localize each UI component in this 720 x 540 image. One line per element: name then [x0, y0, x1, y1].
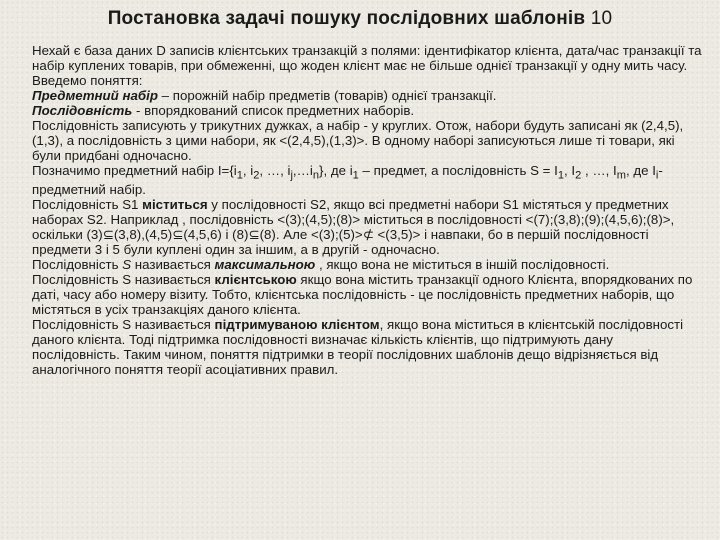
notation-text: - предметний набір. — [32, 162, 663, 198]
paragraph-formal-notation — [32, 164, 704, 199]
notation-text: ,…i — [292, 162, 313, 178]
sequence-definition-text: - впорядкований список предметних наборів. — [132, 102, 415, 118]
notation-text: , де I — [625, 162, 656, 178]
slide-body — [32, 44, 704, 378]
notation-text: Позначимо предметний набір I={i — [32, 162, 237, 178]
containment-text: у послідовності S2, якщо всі предметні набори S1 містяться у предметних наборах S2. Наприклад , послідовність <(3);(4,5);(8)> міститься в послідовності <(7);(3,8);(9);(4,5,6);(8)>, оскільки (3) — [32, 197, 675, 243]
paragraph-itemset-definition — [32, 89, 704, 104]
subset-symbol: ⊆ — [102, 227, 114, 243]
containment-text: Послідовність S1 — [32, 197, 143, 213]
paragraph-customer-sequence — [32, 273, 704, 318]
containment-text: (8). Але <(3);(5)> — [259, 227, 363, 243]
term-customer-sequence: клієнтською — [214, 271, 297, 287]
itemset-definition-text: – порожній набір предметів (товарів) однієї транзакції. — [157, 87, 497, 103]
not-subset-symbol: ⊄ — [362, 227, 374, 243]
supported-text: , якщо вона міститься в клієнтській послідовності даного клієнта. Тоді підтримка послідовності визначає кількість клієнтів, що підтримують дану послідовність. Таким чином, поняття підтримки в теорії послідовних шаблонів дещо відрізняється від аналогічного поняття теорії асоціативних правил. — [32, 316, 684, 377]
customer-sequence-text: Послідовність S називається — [32, 271, 215, 287]
notation-text: , i — [242, 162, 254, 178]
subscript: 1 — [352, 169, 359, 182]
term-contained: міститься — [142, 197, 208, 213]
notation-text: – предмет, а послідовність S = I — [358, 162, 558, 178]
subscript: 1 — [557, 169, 564, 182]
notation-text: , …, I — [581, 162, 617, 178]
notation-text: , I — [564, 162, 576, 178]
slide-number: 10 — [590, 8, 613, 29]
subscript: 1 — [236, 169, 243, 182]
slide-title — [0, 8, 720, 30]
paragraph-maximal — [32, 258, 704, 273]
maximal-text: Послідовність — [32, 257, 123, 272]
symbol-s: S — [122, 257, 132, 272]
maximal-text: , якщо вона не міститься в іншій послідовності. — [315, 257, 610, 272]
paragraph-intro: Нехай є база даних D записів клієнтських транзакцій з полями: ідентифікатор клієнта, дата/час транзакції та набір куплених товарів, при обмеженні, що жоден клієнт має не більше однієї транзакції у одну мить часу. Введемо поняття: — [32, 43, 702, 88]
paragraph-containment — [32, 198, 704, 258]
term-sequence: Послідовність — [32, 102, 133, 118]
subscript: j — [290, 169, 293, 182]
customer-sequence-text: якщо вона містить транзакції одного Клієнта, впорядкованих по даті, часу або номеру візиту. Тобто, клієнтська послідовність - це послідовність предметних наборів, що містяться в усіх транзакціях даного клієнта. — [32, 271, 693, 317]
subscript: n — [312, 169, 320, 182]
term-supported: підтримуваною клієнтом — [214, 316, 380, 332]
containment-text: (3,8),(4,5) — [113, 227, 173, 243]
maximal-text: називається — [131, 257, 215, 272]
paragraph-notation: Послідовність записують у трикутних дужках, а набір - у круглих. Отож, набори будуть записані як (2,4,5),(1,3), а послідовність з цими набори, як <(2,4,5),(1,3)>. В одному наборі записуються лише ті товари, які були придбані одночасно. — [32, 117, 684, 163]
subscript: m — [616, 169, 626, 182]
notation-text: }, де i — [319, 162, 353, 178]
notation-text: , …, i — [259, 162, 291, 178]
supported-text: Послідовність S називається — [32, 316, 215, 332]
containment-text: <(3,5)> і навпаки, бо в першій послідовності предмети 3 і 5 були куплені один за іншим, а в другій - одночасно. — [32, 227, 649, 258]
subscript: i — [655, 169, 659, 182]
term-maximal: максимальною — [214, 257, 316, 272]
subscript: 2 — [253, 169, 260, 182]
subscript: 2 — [575, 169, 582, 182]
title-text: Постановка задачі пошуку послідовних шаблонів — [107, 8, 586, 29]
term-itemset: Предметний набір — [32, 87, 158, 103]
paragraph-supported — [32, 318, 704, 378]
subset-symbol: ⊆ — [248, 227, 260, 243]
paragraph-sequence-definition — [32, 104, 704, 119]
containment-text: (4,5,6) і (8) — [183, 227, 249, 243]
subset-symbol: ⊆ — [172, 227, 184, 243]
